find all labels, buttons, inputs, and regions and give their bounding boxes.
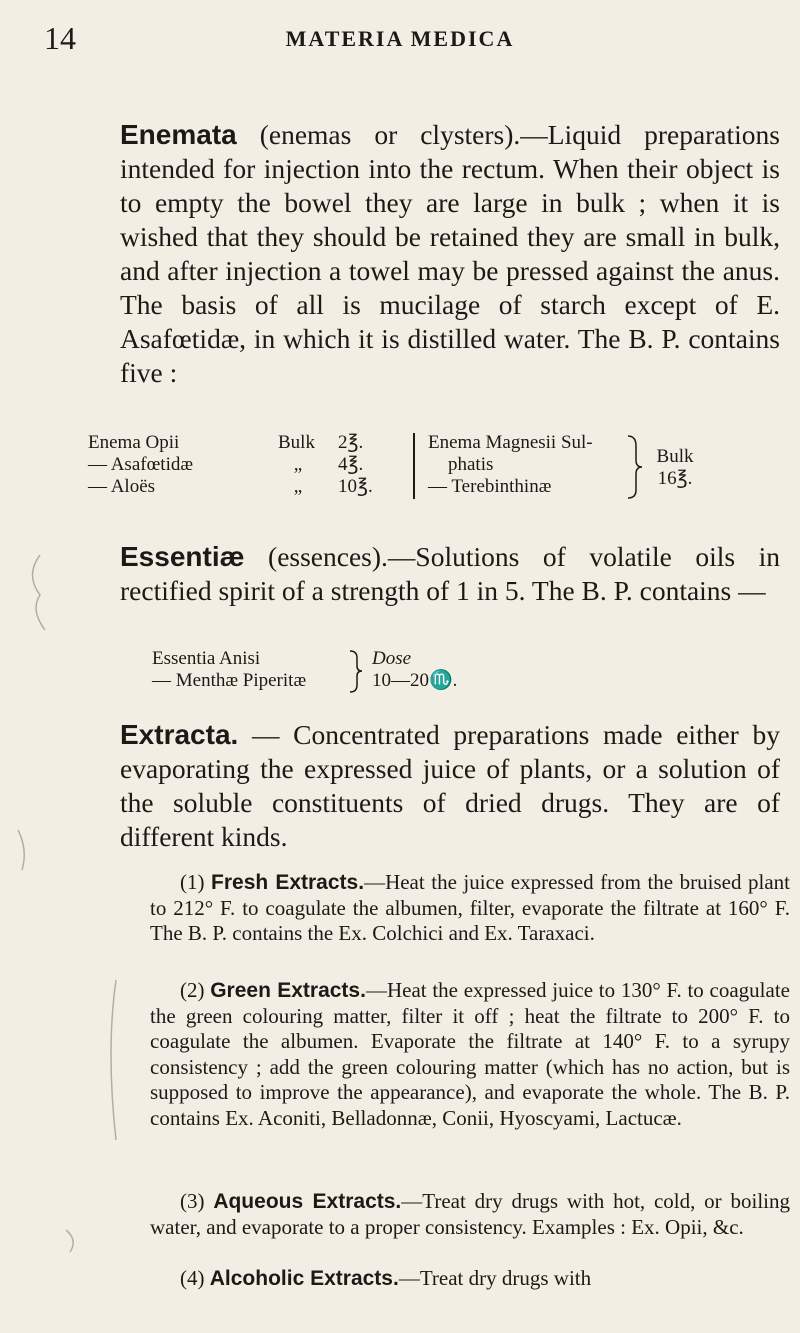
aqueous-extracts-paragraph: [150, 1189, 790, 1240]
essence-name: — Menthæ Piperitæ: [152, 670, 307, 691]
bulk-amount: 2℥.: [338, 432, 364, 453]
bulk-label: „: [293, 454, 303, 475]
extracta-paragraph: [120, 718, 780, 854]
enemata-paragraph: [120, 118, 780, 390]
item-heading: Fresh Extracts.: [211, 871, 365, 894]
item-heading: Green Extracts.: [210, 979, 366, 1002]
essentiae-paragraph: [120, 540, 780, 608]
item-text: —Treat dry drugs with: [398, 1266, 592, 1290]
essentiae-heading: Essentiæ: [120, 541, 245, 572]
enema-name: — Terebinthinæ: [428, 476, 552, 497]
essence-list: [152, 648, 306, 692]
extracta-text: — Concentrated preparations made either by evaporating the expressed juice of plants, or a solution of the soluble constituents of dried drugs. They are of different kinds.: [120, 719, 780, 852]
alcoholic-extracts-paragraph: [150, 1266, 790, 1292]
item-heading: Aqueous Extracts.: [213, 1190, 402, 1213]
enema-row: [428, 476, 593, 498]
item-text: —Treat dry drugs with hot, cold, or boiling water, and evaporate to a proper consistency. Examples : Ex. Opii, &c.: [150, 1189, 790, 1239]
bulk-amount: 4℥.: [338, 454, 364, 475]
enema-name: Enema Magnesii Sul-: [428, 432, 593, 453]
enemata-text: (enemas or clysters).—Liquid preparations intended for injection into the rectum. When their object is to empty the bowel they are large in bulk ; when it is wished that they should be retained they are small in bulk, and after injection a towel may be pressed against the anus. The basis of all is mucilage of starch except of E. Asafœtidæ, in which it is distilled water. The B. P. contains five :: [120, 119, 780, 388]
enema-row: [428, 432, 593, 454]
bulk-label: Bulk: [278, 432, 315, 453]
essentiae-text: (essences).—Solutions of volatile oils in rectified spirit of a strength of 1 in 5. The B. P. contains —: [120, 541, 780, 606]
column-divider: [413, 433, 415, 499]
dose-value: 10—20♏.: [372, 670, 458, 691]
item-heading: Alcoholic Extracts.: [209, 1267, 399, 1290]
item-number: (2): [180, 978, 211, 1002]
dose-label: Dose: [372, 648, 412, 669]
bulk-label: Bulk: [656, 446, 694, 467]
extracta-heading: Extracta.: [120, 719, 239, 750]
margin-pencil-marks: [0, 0, 120, 1333]
essence-row: [152, 670, 306, 692]
enema-row: [88, 454, 388, 476]
enema-list-right: [428, 432, 593, 498]
enema-row: [428, 454, 593, 476]
essence-name: Essentia Anisi: [152, 648, 261, 669]
essence-row: [152, 648, 306, 670]
page-header: [0, 20, 800, 60]
enema-name: Enema Opii: [88, 432, 180, 453]
essence-brace: [348, 648, 368, 696]
item-number: (3): [180, 1189, 214, 1213]
bulk-label: „: [293, 476, 303, 497]
enemata-heading: Enemata: [120, 119, 237, 150]
bulk-amount: 16℥.: [657, 468, 693, 489]
bulk-amount: 10℥.: [338, 476, 373, 497]
right-brace: [626, 432, 646, 502]
enema-list-left: [88, 432, 388, 498]
item-text: —Heat the juice expressed from the bruised plant to 212° F. to coagulate the albumen, filter, evaporate the filtrate at 160° F. The B. P. contains the Ex. Colchici and Ex. Taraxaci.: [150, 870, 790, 945]
page-number: 14: [44, 20, 76, 56]
fresh-extracts-paragraph: [150, 870, 790, 947]
enema-name: — Aloës: [88, 476, 156, 497]
item-text: —Heat the expressed juice to 130° F. to coagulate the green colouring matter, filter it off ; heat the filtrate to 200° F. to coagulate the albumen. Evaporate the filtrate at 140° F. to a syrupy consistency ; add the green colouring matter (which has no action, but is supposed to improve the appearance), and evaporate the whole. The B. P. contains Ex. Aconiti, Belladonnæ, Conii, Hyoscyami, Lactucæ.: [150, 978, 790, 1130]
running-head: MATERIA MEDICA: [285, 26, 515, 51]
right-bulk: [650, 446, 700, 490]
item-number: (4): [180, 1266, 210, 1290]
enema-name: phatis: [448, 454, 494, 475]
enema-name: — Asafœtidæ: [88, 454, 194, 475]
enema-row: [88, 432, 388, 454]
essence-dose: [372, 648, 457, 692]
item-number: (1): [180, 870, 212, 894]
enema-row: [88, 476, 388, 498]
green-extracts-paragraph: [150, 978, 790, 1131]
